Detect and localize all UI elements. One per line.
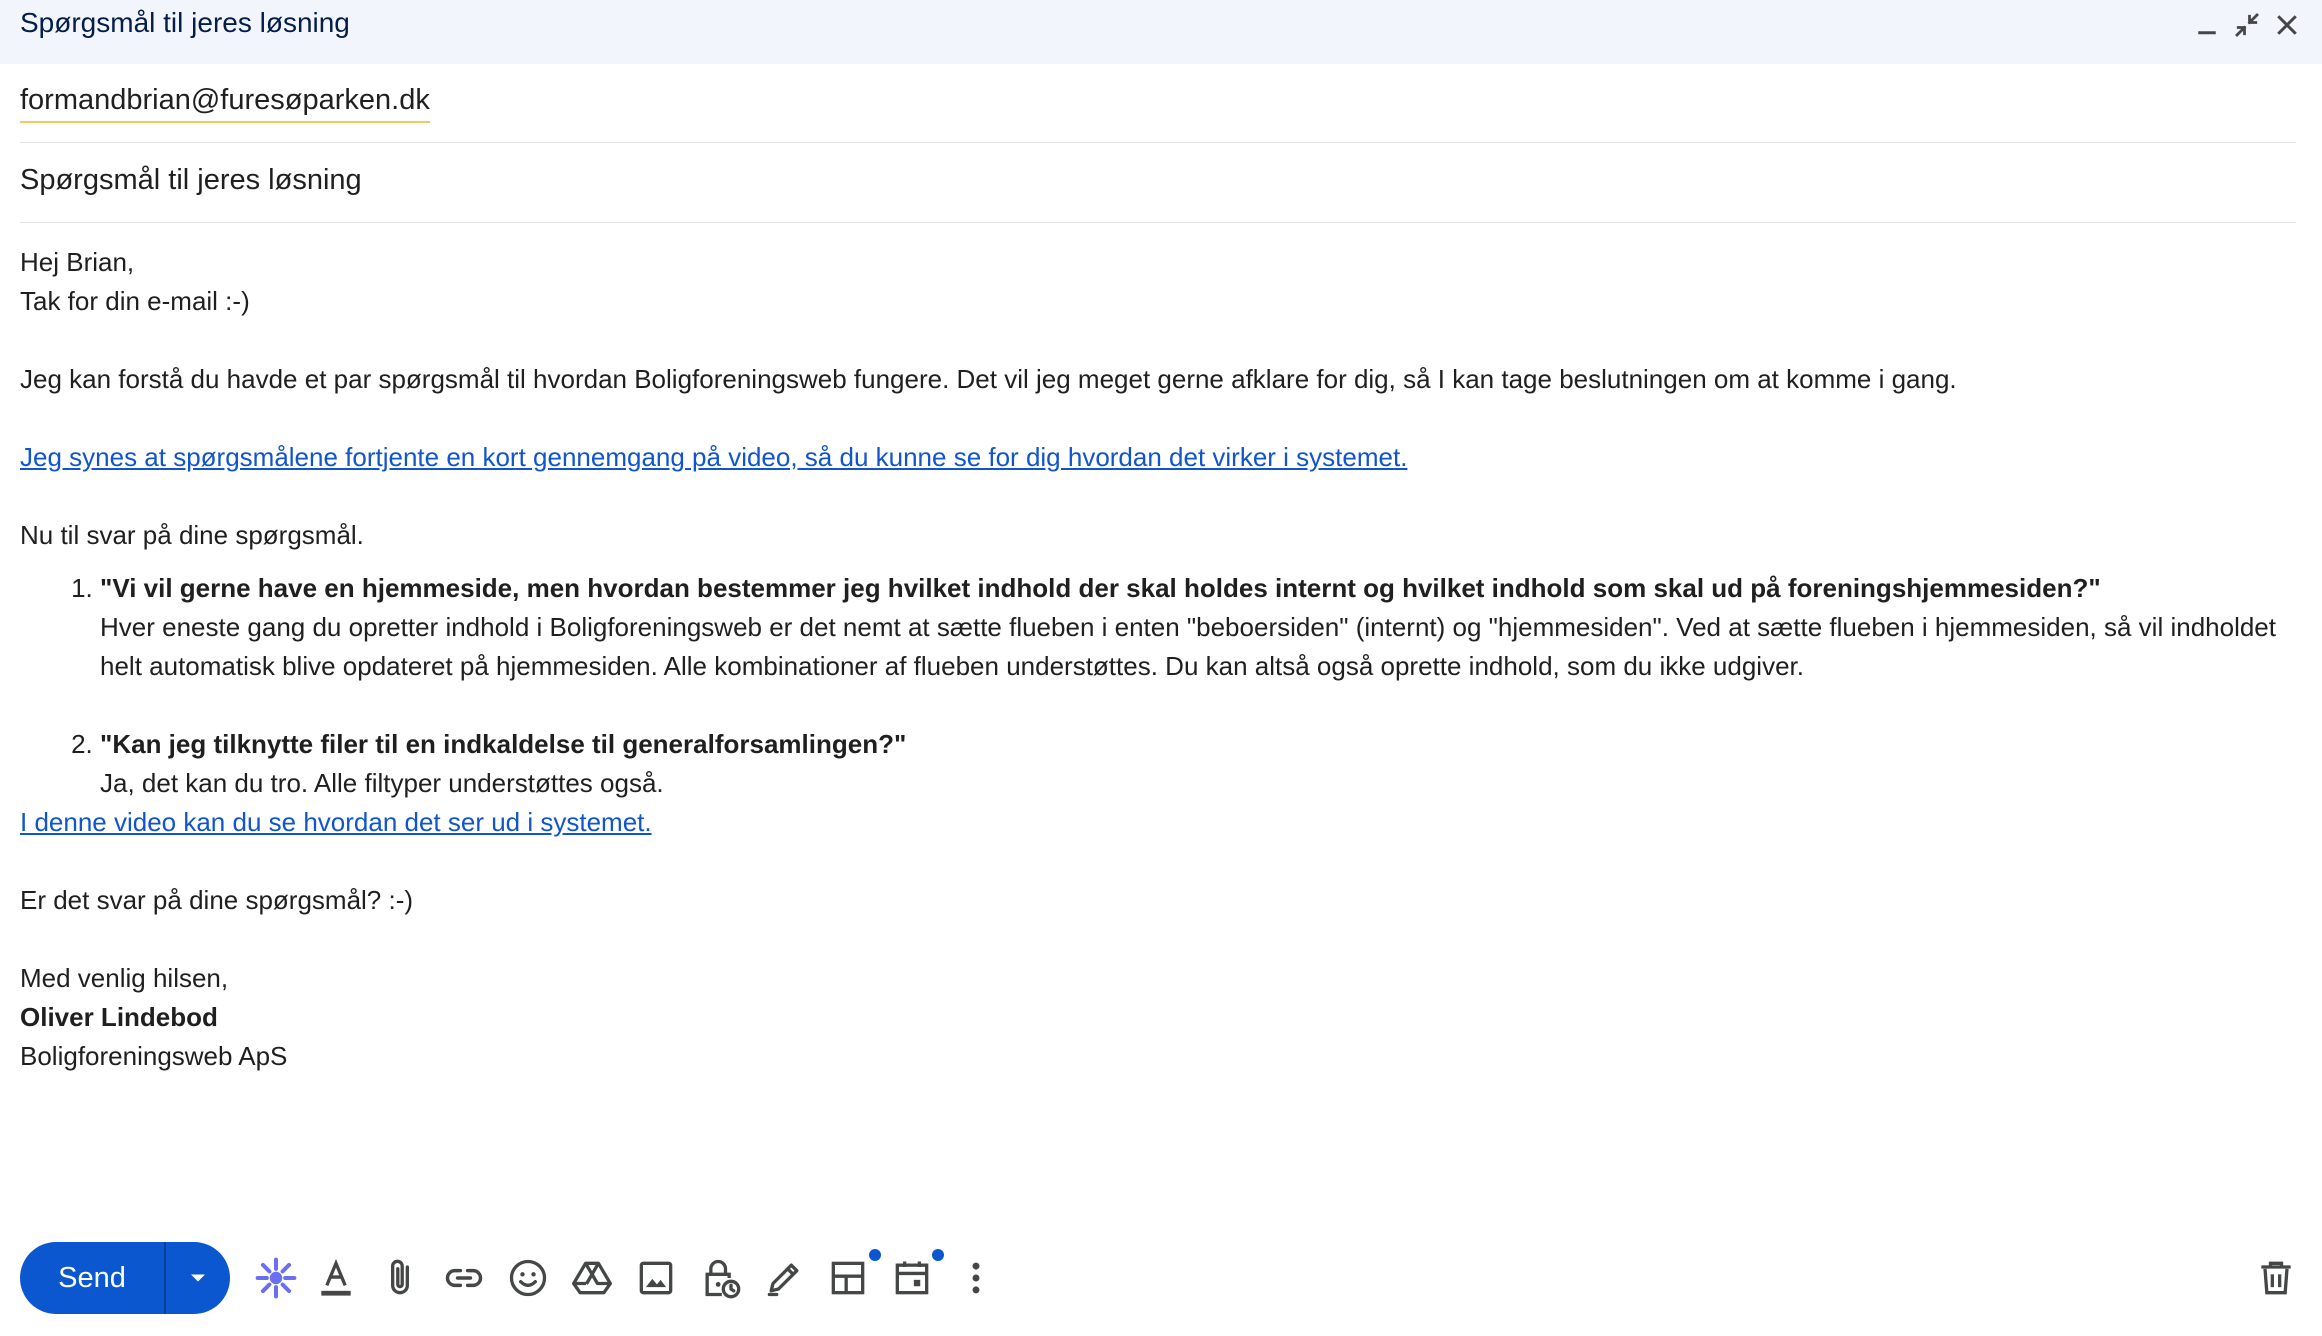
recipient-chip[interactable]: formandbrian@furesøparken.dk (20, 81, 430, 123)
send-button-group (20, 1242, 230, 1314)
exit-fullscreen-icon[interactable] (2232, 10, 2262, 40)
schedule-calendar-icon[interactable] (890, 1256, 934, 1300)
answer-text: Hver eneste gang du opretter indhold i Boligforeningsweb er det nemt at sætte flueben i enten "beboersiden" (internt) og "hjemmesiden". Ved at sætte flueben i hjemmesiden, så vil indholdet helt automatisk blive opdateret på hjemmesiden. Alle kombinationer af flueben understøttes. Du kan altså også oprette indhold, som du ikke udgiver. (100, 612, 2276, 681)
questions-list (20, 569, 2300, 803)
sender-name: Oliver Lindebod (20, 1002, 218, 1032)
attach-file-icon[interactable] (378, 1256, 422, 1300)
sign-off: Med venlig hilsen, (20, 963, 229, 993)
insert-photo-icon[interactable] (634, 1256, 678, 1300)
minimize-icon[interactable] (2192, 10, 2222, 40)
calendar-badge-dot (932, 1249, 944, 1261)
text-format-icon[interactable] (314, 1256, 358, 1300)
closing-question: Er det svar på dine spørgsmål? :-) (20, 885, 414, 915)
more-send-options-icon[interactable] (166, 1242, 230, 1314)
emoji-icon[interactable] (506, 1256, 550, 1300)
answers-intro: Nu til svar på dine spørgsmål. (20, 520, 364, 550)
layouts-badge-dot (869, 1249, 881, 1261)
close-icon[interactable] (2272, 10, 2302, 40)
to-field[interactable] (20, 80, 2296, 143)
video-link-1[interactable]: Jeg synes at spørgsmålene fortjente en kort gennemgang på video, så du kunne se for dig hvordan det virker i systemet. (20, 442, 1408, 472)
insert-link-icon[interactable] (442, 1256, 486, 1300)
ai-sparkle-icon[interactable] (254, 1256, 298, 1300)
more-options-icon[interactable] (954, 1256, 998, 1300)
video-link-2[interactable]: I denne video kan du se hvordan det ser ud i systemet. (20, 807, 652, 837)
compose-title-bar[interactable] (0, 0, 2322, 64)
google-drive-icon[interactable] (570, 1256, 614, 1300)
subject-input[interactable]: Spørgsmål til jeres løsning (20, 164, 362, 196)
list-item (100, 569, 2300, 686)
confidential-mode-icon[interactable] (698, 1256, 742, 1300)
subject-field[interactable] (20, 160, 2296, 223)
send-button[interactable]: Send (58, 1262, 126, 1294)
discard-draft-icon[interactable] (2254, 1256, 2298, 1300)
greeting: Hej Brian, (20, 247, 135, 277)
signature-pen-icon[interactable] (762, 1256, 806, 1300)
company-name: Boligforeningsweb ApS (20, 1041, 288, 1071)
list-item (100, 725, 2300, 803)
compose-title: Spørgsmål til jeres løsning (20, 7, 350, 38)
message-body[interactable] (20, 243, 2300, 1076)
answer-text: Ja, det kan du tro. Alle filtyper understøttes også. (100, 768, 664, 798)
question-text: 1. "Vi vil gerne have en hjemmeside, men hvordan bestemmer jeg hvilket indhold der skal holdes internt og hvilket indhold som skal ud på foreningshjemmesiden?" (100, 573, 2101, 603)
thanks-line: Tak for din e-mail :-) (20, 286, 250, 316)
layouts-icon[interactable] (826, 1256, 870, 1300)
intro-paragraph: Jeg kan forstå du havde et par spørgsmål til hvordan Boligforeningsweb fungere. Det vil jeg meget gerne afklare for dig, så I kan tage beslutningen om at komme i gang. (20, 364, 1957, 394)
question-text: 2. "Kan jeg tilknytte filer til en indkaldelse til generalforsamlingen?" (100, 729, 907, 759)
